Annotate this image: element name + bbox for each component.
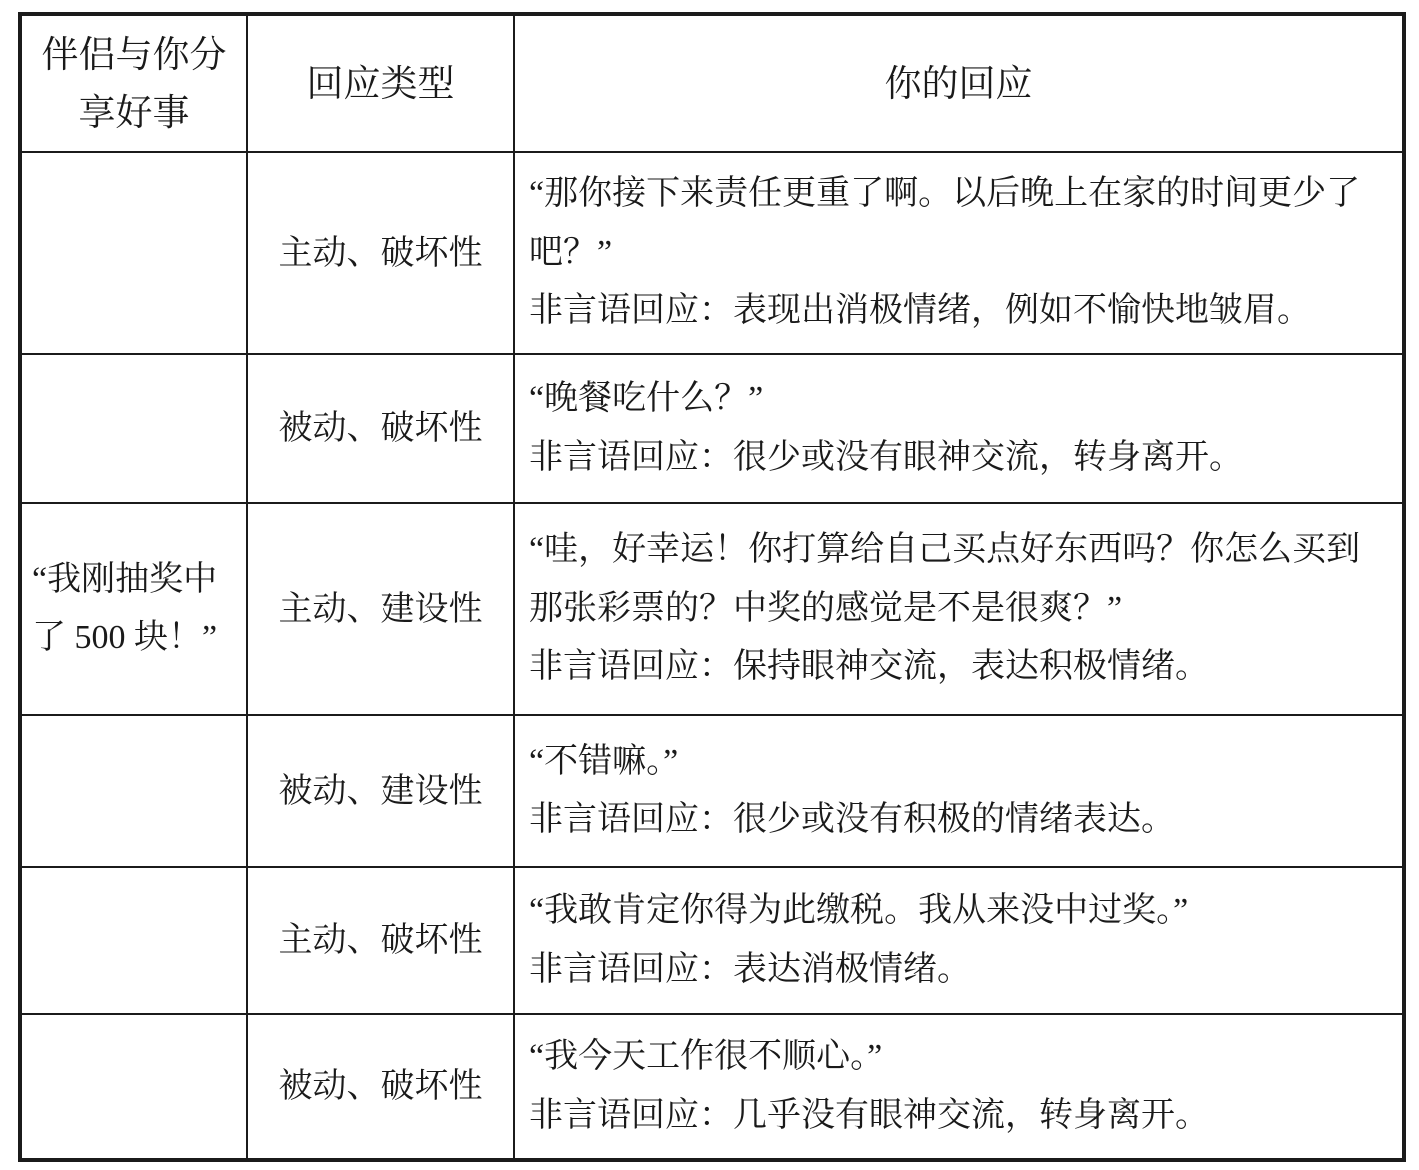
response-nonverbal: 非言语回应：保持眼神交流，表达积极情绪。	[529, 648, 1209, 686]
response-quote: “晚餐吃什么？”	[529, 380, 764, 418]
response-quote: “那你接下来责任更重了啊。以后晚上在家的时间更少了吧？”	[529, 175, 1361, 271]
type-cell: 被动、破坏性	[247, 354, 514, 503]
response-cell	[514, 867, 1404, 1014]
response-types-table	[18, 12, 1406, 1162]
type-cell: 主动、破坏性	[247, 867, 514, 1014]
table-row	[20, 354, 1404, 503]
response-quote: “我敢肯定你得为此缴税。我从来没中过奖。”	[529, 892, 1189, 930]
response-nonverbal: 非言语回应：表现出消极情绪，例如不愉快地皱眉。	[529, 292, 1311, 330]
response-nonverbal: 非言语回应：很少或没有眼神交流，转身离开。	[529, 438, 1243, 476]
event-cell	[20, 867, 247, 1014]
event-cell: “我刚抽奖中了 500 块！”	[20, 503, 247, 715]
response-cell	[514, 715, 1404, 867]
table-header-row	[20, 14, 1404, 152]
response-cell	[514, 1014, 1404, 1160]
table-row	[20, 503, 1404, 715]
header-response-type: 回应类型	[247, 14, 514, 152]
event-cell	[20, 354, 247, 503]
table-row	[20, 715, 1404, 867]
response-quote: “不错嘛。”	[529, 742, 679, 780]
response-cell	[514, 354, 1404, 503]
table-row	[20, 867, 1404, 1014]
response-quote: “哇，好幸运！你打算给自己买点好东西吗？你怎么买到那张彩票的？中奖的感觉是不是很爽？”	[529, 531, 1361, 627]
response-cell	[514, 152, 1404, 354]
event-cell	[20, 1014, 247, 1160]
header-partner-shares: 伴侣与你分享好事	[20, 14, 247, 152]
response-quote: “我今天工作很不顺心。”	[529, 1038, 883, 1076]
response-nonverbal: 非言语回应：表达消极情绪。	[529, 950, 971, 988]
type-cell: 主动、建设性	[247, 503, 514, 715]
response-nonverbal: 非言语回应：几乎没有眼神交流，转身离开。	[529, 1096, 1209, 1134]
table-row	[20, 152, 1404, 354]
response-nonverbal: 非言语回应：很少或没有积极的情绪表达。	[529, 801, 1175, 838]
type-cell: 被动、建设性	[247, 715, 514, 867]
response-cell	[514, 503, 1404, 715]
table-row	[20, 1014, 1404, 1160]
event-cell	[20, 152, 247, 354]
header-your-response: 你的回应	[514, 14, 1404, 152]
type-cell: 主动、破坏性	[247, 152, 514, 354]
event-cell	[20, 715, 247, 867]
type-cell: 被动、破坏性	[247, 1014, 514, 1160]
